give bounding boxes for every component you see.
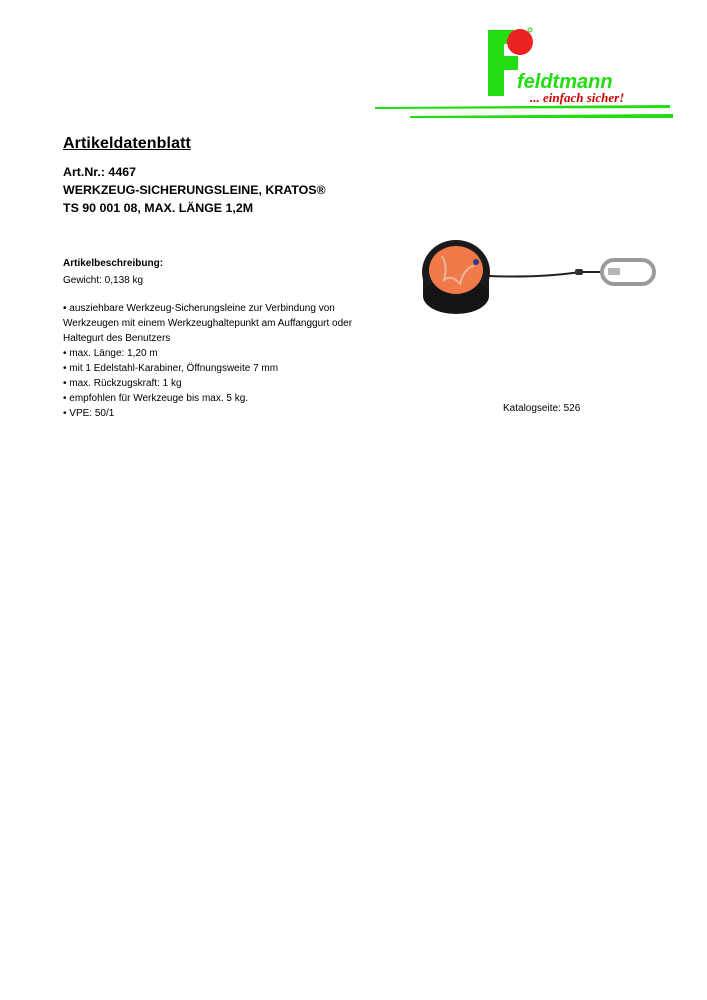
brand-name: feldtmann bbox=[517, 71, 613, 93]
article-name-line2: TS 90 001 08, MAX. LÄNGE 1,2M bbox=[63, 201, 254, 215]
list-item: • mit 1 Edelstahl-Karabiner, Öffnungsweite 7 mm bbox=[63, 363, 279, 374]
retractable-lanyard-icon bbox=[420, 238, 665, 318]
article-name-line1: WERKZEUG-SICHERUNGSLEINE, KRATOS® bbox=[63, 183, 326, 197]
feldtmann-logo bbox=[370, 20, 680, 125]
weight-text: Gewicht: 0,138 kg bbox=[63, 275, 144, 286]
logo-graphic bbox=[370, 20, 680, 125]
list-item: • max. Rückzugskraft: 1 kg bbox=[63, 378, 182, 389]
catalog-page: Katalogseite: 526 bbox=[503, 403, 581, 414]
list-item: • max. Länge: 1,20 m bbox=[63, 348, 158, 359]
article-heading bbox=[63, 163, 326, 217]
list-item: • VPE: 50/1 bbox=[63, 408, 115, 419]
list-item: • empfohlen für Werkzeuge bis max. 5 kg. bbox=[63, 393, 249, 404]
brand-tagline: ... einfach sicher! bbox=[530, 90, 625, 105]
feature-list bbox=[63, 301, 383, 421]
description-label: Artikelbeschreibung: bbox=[63, 258, 164, 269]
article-number: Art.Nr.: 4467 bbox=[63, 165, 137, 179]
list-item: • ausziehbare Werkzeug-Sicherungsleine zur Verbindung von Werkzeugen mit einem Werkzeughaltepunkt am Auffanggurt oder Haltegurt des Benutzers bbox=[63, 303, 353, 344]
page-title: Artikeldatenblatt bbox=[63, 135, 191, 152]
product-image bbox=[420, 238, 665, 318]
